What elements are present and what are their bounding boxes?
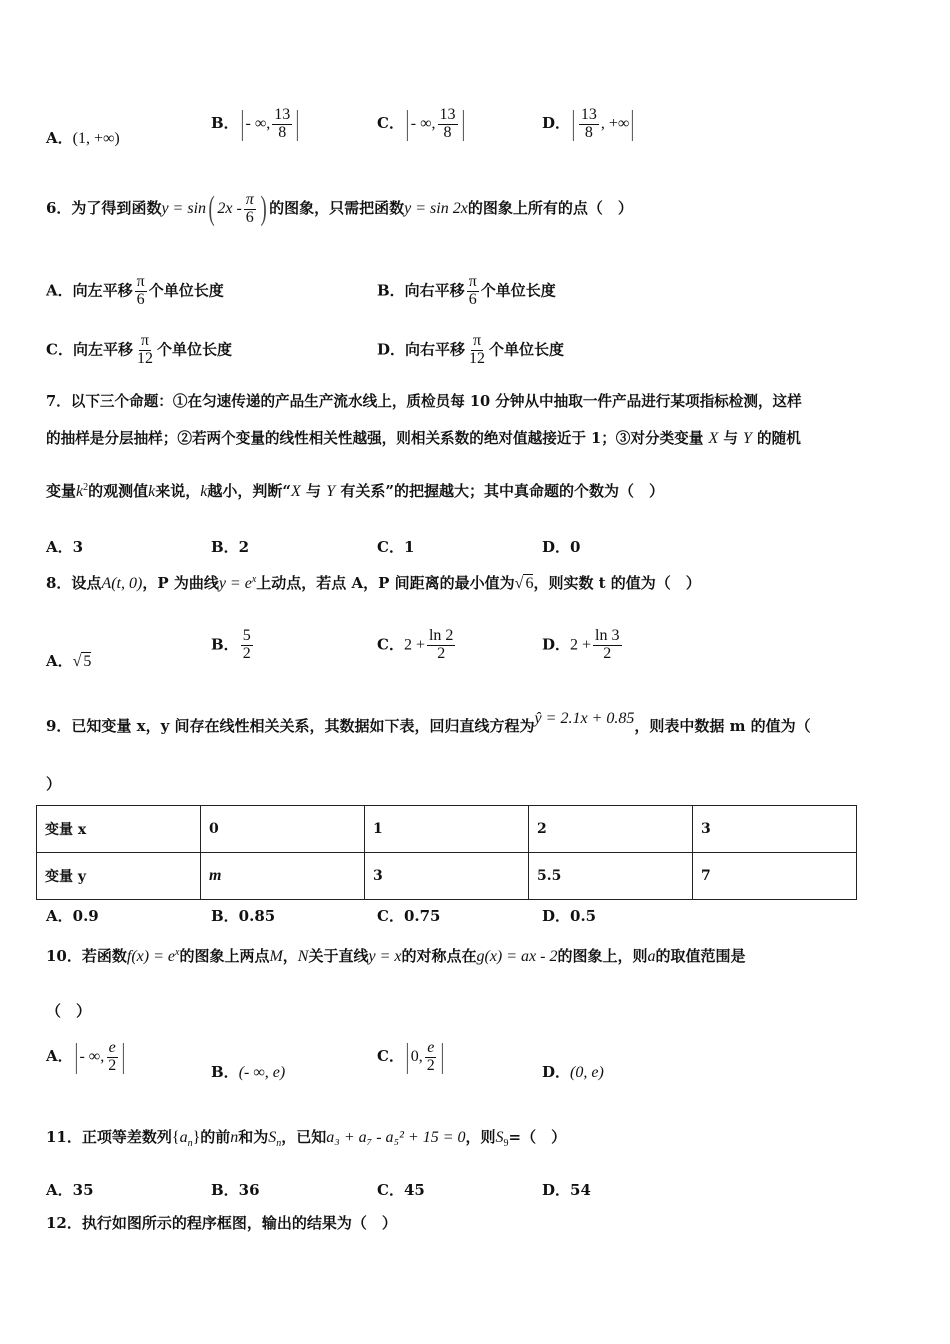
table-cell: 1 (365, 806, 529, 853)
q6-stem: 6．为了得到函数y = sin( 2x - $\frac{\pi}{6}$ ) 的图象，只需把函数y = sin 2x的图象上所有的点（ ） (46, 190, 633, 227)
table-row (37, 853, 857, 900)
q6-option-b: B．向右平移 $\frac{\pi}{6}$ 个单位长度 (377, 273, 556, 308)
q10-option-a: A．|- ∞, $\frac{e}{2}$ | (46, 1038, 126, 1075)
q11-option-b: B．36 (211, 1181, 260, 1199)
q7-option-b: B．2 (211, 538, 250, 556)
table-row (37, 806, 857, 853)
q7-option-c: C．1 (377, 538, 415, 556)
table-cell: 2 (529, 806, 693, 853)
q9-option-a: A．0.9 (46, 907, 99, 925)
table-cell: 5.5 (529, 853, 693, 900)
q11-option-c: C．45 (377, 1181, 425, 1199)
q5-option-b: B．|- ∞, $\frac{13}{8}$ | (211, 105, 300, 142)
q7-option-a: A．3 (46, 538, 84, 556)
table-cell: 3 (693, 806, 857, 853)
table-cell: m (201, 853, 365, 900)
q7-line-3: 变量$k^2$的观测值k来说，k越小，判断“X 与 Y 有关系”的把握越大；其中真命题的个数为（ ） (46, 482, 665, 500)
q12-stem: 12．执行如图所示的程序框图，输出的结果为（ ） (46, 1214, 397, 1232)
q8-option-b: B． $\frac{5}{2}$ (211, 627, 251, 662)
q10-option-d: D．(0, e) (542, 1063, 604, 1081)
q10-stem: 10．若函数$f(x) = e^x$的图象上两点M，N关于直线y = x的对称点在g(x) = ax - 2的图象上，则a的取值范围是 (46, 947, 746, 965)
q5-option-d: D．| $\frac{13}{8}$ , +∞| (542, 105, 635, 142)
q10-option-b: B．(- ∞, e) (211, 1063, 286, 1081)
q9-option-d: D．0.5 (542, 907, 597, 925)
q8-stem: 8．设点A(t, 0)，P 为曲线$y = e^x$上动点，若点 A，P 间距离的最小值为√ 6，则实数 t 的值为（ ） (46, 574, 701, 592)
q10-close: （ ） (46, 1002, 92, 1020)
table-cell: 变量 y (37, 853, 201, 900)
q6-option-c: C．向左平移 $\frac{\pi}{12}$ 个单位长度 (46, 332, 232, 367)
q8-option-c: C．2 + $\frac{\ln 2}{2}$ (377, 627, 454, 662)
table-cell: 3 (365, 853, 529, 900)
q9-data-table (36, 805, 857, 900)
q11-option-d: D．54 (542, 1181, 591, 1199)
q7-line-1: 7．以下三个命题：①在匀速传递的产品生产流水线上，质检员每 10 分钟从中抽取一件产品进行某项指标检测，这样 (46, 393, 802, 410)
table-cell: 变量 x (37, 806, 201, 853)
q10-option-c: C．|0, $\frac{e}{2}$ | (377, 1038, 445, 1075)
q9-option-c: C．0.75 (377, 907, 441, 925)
table-cell: 0 (201, 806, 365, 853)
q6-option-a: A．向左平移 $\frac{\pi}{6}$ 个单位长度 (46, 273, 224, 308)
q9-stem: 9．已知变量 x，y 间存在线性相关关系，其数据如下表，回归直线方程为ŷ = 2.1x + 0.85，则表中数据 m 的值为（ (46, 710, 811, 735)
q6-option-d: D．向右平移 $\frac{\pi}{12}$ 个单位长度 (377, 332, 565, 367)
q9-option-b: B．0.85 (211, 907, 276, 925)
q11-stem: 11．正项等差数列$\{a_n\}$的前n和为$S_n$，已知a₃ + a₇ - a₅² + 15 = 0，则$S_9=$（ ） (46, 1128, 567, 1150)
q9-close: ） (46, 775, 62, 793)
q5-option-c: C．|- ∞, $\frac{13}{8}$ | (377, 105, 465, 142)
q8-option-d: D．2 + $\frac{\ln 3}{2}$ (542, 627, 620, 662)
q5-option-a: A．(1, +∞) (46, 129, 120, 147)
q11-option-a: A．35 (46, 1181, 94, 1199)
q7-option-d: D．0 (542, 538, 581, 556)
q8-option-a: A．√ 5 (46, 652, 92, 670)
q7-line-2: 的抽样是分层抽样；②若两个变量的线性相关性越强，则相关系数的绝对值越接近于 1；③对分类变量 X 与 Y 的随机 (46, 430, 801, 447)
table-cell: 7 (693, 853, 857, 900)
